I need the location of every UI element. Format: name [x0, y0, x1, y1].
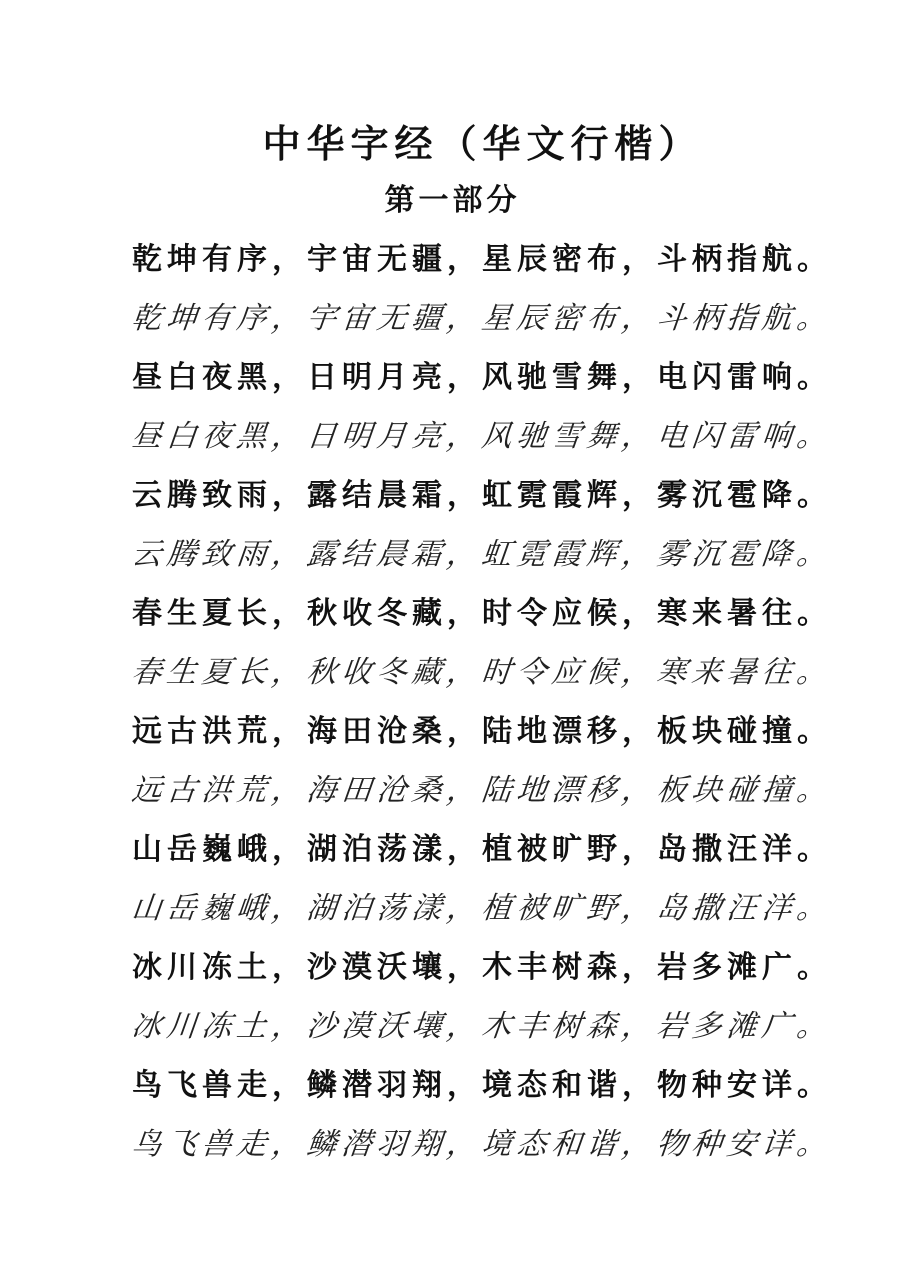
verse-line-regular: 冰川冻土，沙漠沃壤，木丰树森，岩多滩广。 [132, 949, 832, 985]
verse-line-cursive: 昼白夜黑，日明月亮，风驰雪舞，电闪雷响。 [129, 418, 834, 454]
verse-line-cursive: 山岳巍峨，湖泊荡漾，植被旷野，岛撒汪洋。 [129, 890, 834, 926]
verse-line-regular: 春生夏长，秋收冬藏，时令应候，寒来暑往。 [132, 595, 832, 631]
verse-line-regular: 鸟飞兽走，鳞潜羽翔，境态和谐，物种安详。 [132, 1067, 832, 1103]
verse-line-cursive: 云腾致雨，露结晨霜，虹霓霞辉，雾沉雹降。 [129, 536, 834, 572]
verse-line-cursive: 冰川冻土，沙漠沃壤，木丰树森，岩多滩广。 [129, 1008, 834, 1044]
verse-line-cursive: 远古洪荒，海田沧桑，陆地漂移，板块碰撞。 [129, 772, 834, 808]
verse-line-regular: 山岳巍峨，湖泊荡漾，植被旷野，岛撒汪洋。 [132, 831, 832, 867]
verse-line-cursive: 鸟飞兽走，鳞潜羽翔，境态和谐，物种安详。 [129, 1126, 834, 1162]
section-heading: 第一部分 [384, 183, 521, 218]
verse-line-regular: 昼白夜黑，日明月亮，风驰雪舞，电闪雷响。 [132, 359, 832, 395]
verse-list [129, 226, 834, 1170]
verse-line-cursive: 春生夏长，秋收冬藏，时令应候，寒来暑往。 [129, 654, 834, 690]
verse-line-cursive: 乾坤有序，宇宙无疆，星辰密布，斗柄指航。 [129, 300, 834, 336]
verse-line-regular: 云腾致雨，露结晨霜，虹霓霞辉，雾沉雹降。 [132, 477, 832, 513]
page-title: 中华字经（华文行楷） [262, 121, 703, 166]
verse-line-regular: 乾坤有序，宇宙无疆，星辰密布，斗柄指航。 [132, 241, 832, 277]
verse-line-regular: 远古洪荒，海田沧桑，陆地漂移，板块碰撞。 [132, 713, 832, 749]
